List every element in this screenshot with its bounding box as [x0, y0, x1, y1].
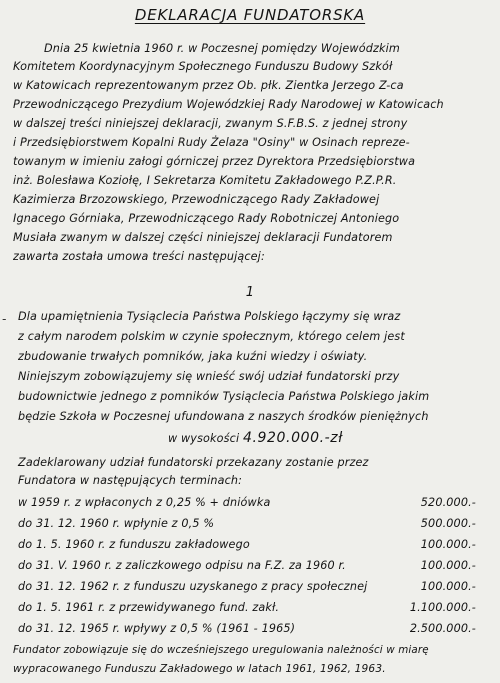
- payment-term: do 1. 5. 1960 r. z funduszu zakładowego: [18, 538, 250, 551]
- closing-line: wypracowanego Funduszu Zakładowego w latach 1961, 1962, 1963.: [13, 663, 386, 675]
- payment-term: w 1959 r. z wpłaconych z 0,25 % + dniówka: [18, 496, 271, 509]
- intro-line: Dnia 25 kwietnia 1960 r. w Poczesnej pomiędzy Wojewódzkim: [44, 42, 400, 55]
- section-line: budownictwie jednego z pomników Tysiąclecia Państwa Polskiego jakim: [18, 390, 430, 403]
- closing-line: Fundator zobowiązuje się do wcześniejszego uregulowania należności w miarę: [13, 644, 429, 656]
- payment-term: do 31. 12. 1965 r. wpływy z 0,5 % (1961 - 1965): [18, 622, 296, 635]
- payment-term: do 31. 12. 1962 r. z funduszu uzyskanego z pracy społecznej: [18, 580, 368, 593]
- intro-line: Kazimierza Brzozowskiego, Przewodniczącego Rady Zakładowej: [13, 193, 380, 206]
- declared-line: Zadeklarowany udział fundatorski przekazany zostanie przez: [18, 456, 369, 469]
- payment-term: do 1. 5. 1961 r. z przewidywanego fund. zakł.: [18, 601, 280, 614]
- payment-amount: 100.000.-: [420, 559, 476, 572]
- intro-line: Przewodniczącego Prezydium Wojewódzkiej Rady Narodowej w Katowicach: [13, 98, 444, 111]
- intro-line: Ignacego Górniaka, Przewodniczącego Rady Robotniczej Antoniego: [13, 212, 400, 225]
- payment-amount: 520.000.-: [420, 496, 476, 509]
- margin-mark: -: [2, 312, 7, 326]
- payment-amount: 100.000.-: [420, 580, 476, 593]
- intro-line: towanym w imieniu załogi górniczej przez Dyrektora Przedsiębiorstwa: [13, 155, 416, 168]
- payment-amount: 500.000.-: [420, 517, 476, 530]
- intro-line: w Katowicach reprezentowanym przez Ob. płk. Zientka Jerzego Z-ca: [13, 79, 404, 92]
- section-number: 1: [245, 285, 255, 300]
- payment-amount: 2.500.000.-: [409, 622, 476, 635]
- section-line: będzie Szkoła w Poczesnej ufundowana z naszych środków pieniężnych: [18, 410, 429, 423]
- section-line: z całym narodem polskim w czynie społecznym, którego celem jest: [18, 330, 405, 343]
- section-line: Niniejszym zobowiązujemy się wnieść swój udział fundatorski przy: [18, 370, 400, 383]
- section-line: zbudowanie trwałych pomników, jaka kuźni wiedzy i oświaty.: [18, 350, 368, 363]
- section-line: Dla upamiętnienia Tysiąclecia Państwa Polskiego łączymy się wraz: [18, 310, 401, 323]
- payment-term: do 31. 12. 1960 r. wpłynie z 0,5 %: [18, 517, 215, 530]
- intro-line: Komitetem Koordynacyjnym Społecznego Funduszu Budowy Szkół: [13, 60, 393, 73]
- document-title: [0, 6, 500, 24]
- document-title-text: DEKLARACJA FUNDATORSKA: [134, 6, 366, 24]
- payment-amount: 1.100.000.-: [409, 601, 476, 614]
- amount-value: 4.920.000.-zł: [242, 430, 343, 446]
- intro-line: zawarta została umowa treści następującej:: [13, 250, 265, 263]
- declared-line: Fundatora w następujących terminach:: [18, 474, 243, 487]
- intro-line: w dalszej treści niniejszej deklaracji, zwanym S.F.B.S. z jednej strony: [13, 117, 408, 130]
- payment-amount: 100.000.-: [420, 538, 476, 551]
- intro-line: i Przedsiębiorstwem Kopalni Rudy Żelaza "Osiny" w Osinach repreze-: [13, 136, 410, 149]
- amount-line: [168, 431, 343, 446]
- intro-line: inż. Bolesława Koziołę, I Sekretarza Komitetu Zakładowego P.Z.P.R.: [13, 174, 397, 187]
- amount-prefix: w wysokości: [168, 432, 240, 445]
- intro-line: Musiała zwanym w dalszej części niniejszej deklaracji Fundatorem: [13, 231, 393, 244]
- payment-term: do 31. V. 1960 r. z zaliczkowego odpisu na F.Z. za 1960 r.: [18, 559, 346, 572]
